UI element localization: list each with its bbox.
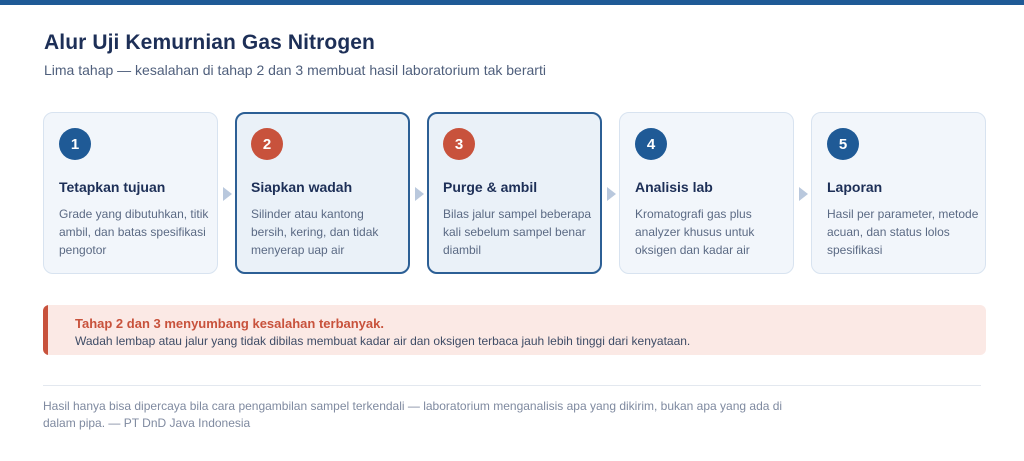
step-card-5 <box>811 112 986 274</box>
step-number-badge: 4 <box>635 128 667 160</box>
arrow-right-icon <box>799 187 808 201</box>
step-number-badge: 5 <box>827 128 859 160</box>
callout-text: Wadah lembap atau jalur yang tidak dibilas membuat kadar air dan oksigen terbaca jauh lebih tinggi dari kenyataan. <box>75 334 691 348</box>
callout-accent-bar <box>43 305 48 355</box>
arrow-right-icon <box>223 187 232 201</box>
footer-note: Hasil hanya bisa dipercaya bila cara pengambilan sampel terkendali — laboratorium menganalisis apa yang dikirim, bukan apa yang ada di dalam pipa. — PT DnD Java Indonesia <box>43 399 783 430</box>
page-subtitle: Lima tahap — kesalahan di tahap 2 dan 3 membuat hasil laboratorium tak berarti <box>44 62 546 78</box>
arrow-right-icon <box>415 187 424 201</box>
callout-title: Tahap 2 dan 3 menyumbang kesalahan terbanyak. <box>75 316 384 331</box>
step-title: Tetapkan tujuan <box>59 179 166 195</box>
step-description: Grade yang dibutuhkan, titik ambil, dan batas spesifikasi pengotor <box>59 207 209 257</box>
step-title: Laporan <box>827 179 883 195</box>
step-description: Silinder atau kantong bersih, kering, dan tidak menyerap uap air <box>251 207 379 257</box>
step-card-3 <box>427 112 602 274</box>
step-description: Bilas jalur sampel beberapa kali sebelum sampel benar diambil <box>443 207 592 257</box>
step-card-4 <box>619 112 794 274</box>
page-title: Alur Uji Kemurnian Gas Nitrogen <box>44 31 375 54</box>
step-number-badge: 3 <box>443 128 475 160</box>
step-title: Analisis lab <box>635 179 713 195</box>
footer-divider <box>43 385 981 386</box>
step-card-2 <box>235 112 410 274</box>
arrow-right-icon <box>607 187 616 201</box>
step-flow <box>43 112 987 274</box>
step-card-1 <box>43 112 218 274</box>
step-number-badge: 2 <box>251 128 283 160</box>
step-title: Purge & ambil <box>443 179 538 195</box>
step-description: Kromatografi gas plus analyzer khusus untuk oksigen dan kadar air <box>635 207 755 257</box>
step-number-badge: 1 <box>59 128 91 160</box>
step-title: Siapkan wadah <box>251 179 353 195</box>
step-description: Hasil per parameter, metode acuan, dan status lolos spesifikasi <box>827 207 979 257</box>
warning-callout <box>43 305 986 355</box>
top-accent-bar <box>0 0 1024 5</box>
